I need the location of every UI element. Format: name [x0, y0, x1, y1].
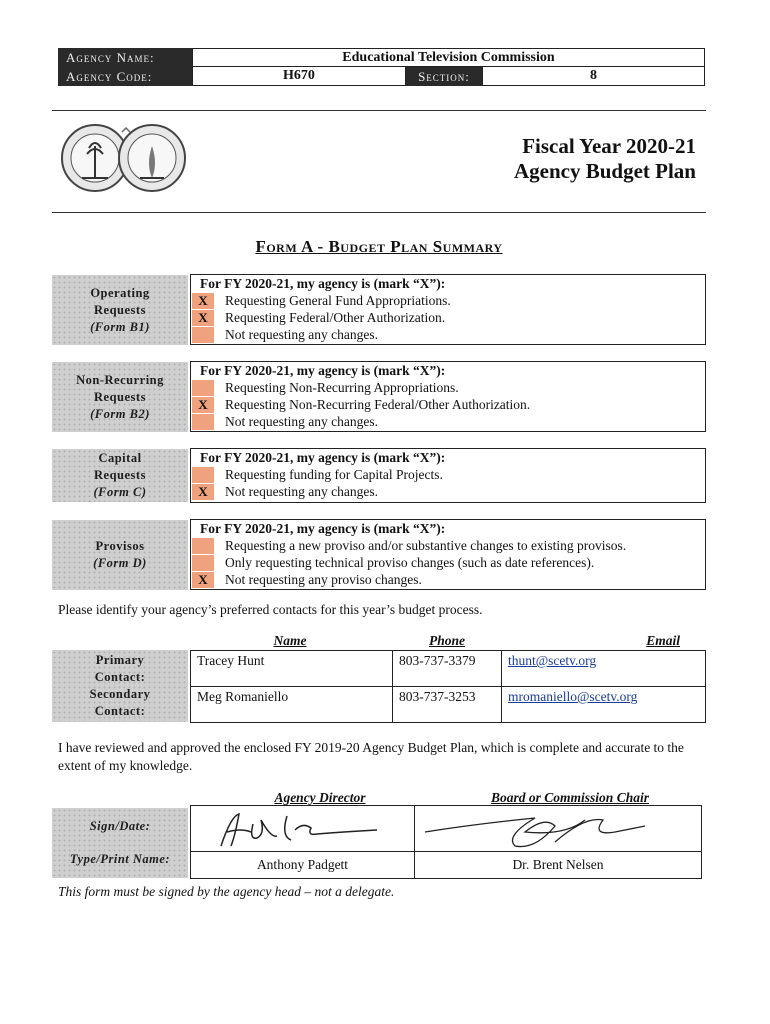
checkbox-no-changes[interactable]: [192, 327, 214, 344]
option-new-proviso: Requesting a new proviso and/or substantive changes to existing provisos.: [225, 538, 627, 553]
form-title: Form A - Budget Plan Summary: [255, 237, 503, 256]
option-nr-federal-other: Requesting Non-Recurring Federal/Other Authorization.: [225, 397, 531, 412]
agency-code-value: H670: [192, 66, 406, 86]
option-no-changes: Not requesting any changes.: [225, 327, 378, 342]
chair-signature-icon: [415, 806, 703, 853]
contact-label-line: Primary: [95, 653, 145, 667]
contacts-intro: Please identify your agency’s preferred contacts for this year’s budget process.: [58, 602, 483, 617]
secondary-contact-email-cell: [501, 686, 706, 723]
header-rule-bottom: [52, 212, 706, 213]
capital-requests-label: [52, 449, 188, 502]
column-name-header: Name: [273, 633, 307, 648]
type-name-label: Type/Print Name:: [69, 852, 171, 866]
checkbox-no-proviso-changes[interactable]: X: [192, 572, 214, 589]
section-label-line: Non-Recurring: [76, 372, 164, 387]
non-recurring-requests-label: [52, 362, 188, 432]
option-technical-proviso: Only requesting technical proviso changes (such as date references).: [225, 555, 595, 570]
checkbox-federal-other[interactable]: X: [192, 310, 214, 327]
section-heading: For FY 2020-21, my agency is (mark “X”):: [200, 276, 446, 291]
section-label-line: (Form B2): [90, 406, 150, 421]
agency-director-header: Agency Director: [274, 790, 366, 805]
option-capital-no-changes: Not requesting any changes.: [225, 484, 378, 499]
sign-date-label: Sign/Date:: [89, 819, 151, 833]
checkbox-capital-no-changes[interactable]: X: [192, 484, 214, 501]
state-seal-icon: [60, 112, 186, 204]
footnote: This form must be signed by the agency head – not a delegate.: [58, 884, 395, 899]
section-label-line: (Form C): [93, 485, 147, 499]
section-label-line: Requests: [94, 302, 146, 317]
capital-requests-box: [190, 448, 706, 503]
provisos-label: [52, 520, 188, 590]
section-label: Section:: [406, 67, 482, 86]
checkbox-nr-no-changes[interactable]: [192, 414, 214, 431]
section-label-line: Provisos: [95, 539, 145, 553]
section-label-line: Operating: [90, 285, 150, 300]
primary-contact-phone[interactable]: 803-737-3379: [392, 650, 502, 687]
checkbox-capital-projects[interactable]: [192, 467, 214, 484]
primary-contact-email-cell: [501, 650, 706, 687]
signature-label: [52, 808, 188, 878]
option-general-fund: Requesting General Fund Appropriations.: [225, 293, 451, 308]
checkbox-nr-appropriations[interactable]: [192, 380, 214, 397]
secondary-contact-name[interactable]: Meg Romaniello: [190, 686, 393, 723]
contact-label-line: Contact:: [94, 704, 146, 718]
approval-statement: I have reviewed and approved the enclosed FY 2019-20 Agency Budget Plan, which is complete and accurate to the extent of my knowledge.: [58, 740, 684, 773]
option-nr-appropriations: Requesting Non-Recurring Appropriations.: [225, 380, 459, 395]
agency-name-label: Agency Name:: [58, 48, 192, 67]
agency-name-value: Educational Television Commission: [192, 48, 705, 67]
chair-signature-field[interactable]: [414, 805, 702, 852]
option-capital-projects: Requesting funding for Capital Projects.: [225, 467, 443, 482]
non-recurring-requests-box: [190, 361, 706, 432]
contacts-label: [52, 650, 188, 722]
section-value: 8: [482, 66, 705, 86]
option-no-proviso-changes: Not requesting any proviso changes.: [225, 572, 422, 587]
option-nr-no-changes: Not requesting any changes.: [225, 414, 378, 429]
plan-title-line2: Agency Budget Plan: [513, 159, 696, 183]
section-label-line: Requests: [94, 468, 146, 482]
agency-code-label: Agency Code:: [58, 67, 192, 86]
provisos-box: [190, 519, 706, 590]
section-heading: For FY 2020-21, my agency is (mark “X”):: [200, 363, 446, 378]
section-heading: For FY 2020-21, my agency is (mark “X”):: [200, 450, 446, 465]
secondary-contact-phone[interactable]: 803-737-3253: [392, 686, 502, 723]
checkbox-technical-proviso[interactable]: [192, 555, 214, 572]
column-phone-header: Phone: [428, 633, 465, 648]
column-email-header: Email: [646, 633, 680, 648]
checkbox-new-proviso[interactable]: [192, 538, 214, 555]
operating-requests-box: [190, 274, 706, 345]
option-federal-other: Requesting Federal/Other Authorization.: [225, 310, 446, 325]
section-label-line: (Form B1): [90, 319, 150, 334]
header-rule-top: [52, 110, 706, 111]
section-label-line: Capital: [98, 451, 142, 465]
primary-contact-name[interactable]: Tracey Hunt: [190, 650, 393, 687]
director-signature-field[interactable]: [190, 805, 415, 852]
checkbox-nr-federal-other[interactable]: X: [192, 397, 214, 414]
secondary-contact-email[interactable]: mromaniello@scetv.org: [508, 689, 638, 704]
director-signature-icon: [191, 806, 416, 853]
board-chair-header: Board or Commission Chair: [491, 790, 649, 805]
checkbox-general-fund[interactable]: X: [192, 293, 214, 310]
contact-label-line: Secondary: [89, 687, 151, 701]
section-label-line: Requests: [94, 389, 146, 404]
chair-printed-name[interactable]: Dr. Brent Nelsen: [414, 851, 702, 879]
plan-title-line1: Fiscal Year 2020-21: [522, 134, 696, 158]
primary-contact-email[interactable]: thunt@scetv.org: [508, 653, 597, 668]
director-printed-name[interactable]: Anthony Padgett: [190, 851, 415, 879]
section-heading: For FY 2020-21, my agency is (mark “X”):: [200, 521, 446, 536]
section-label-line: (Form D): [93, 556, 147, 570]
contact-label-line: Contact:: [94, 670, 146, 684]
operating-requests-label: [52, 275, 188, 345]
